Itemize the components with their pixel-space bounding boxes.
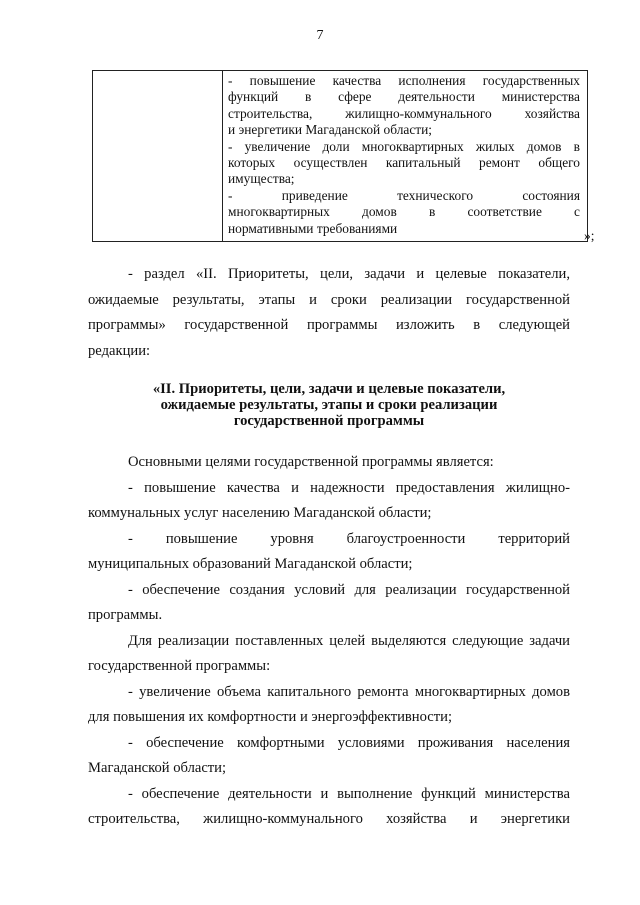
table-line: - повышение качества исполнения государственных	[228, 73, 580, 88]
goal-item: - обеспечение создания условий для реализации государственной	[128, 581, 570, 598]
intro-paragraph	[88, 262, 570, 364]
section-body	[88, 450, 570, 833]
table-line: имущества;	[228, 171, 295, 187]
goal-item: - повышение уровня благоустроенности территорий	[128, 530, 570, 547]
goals-intro: Основными целями государственной программы является:	[128, 454, 494, 470]
heading-line: ожидаемые результаты, этапы и сроки реализации	[160, 397, 498, 413]
tasks-intro: Для реализации поставленных целей выделяются следующие задачи	[128, 632, 570, 649]
heading-line: «II. Приоритеты, цели, задачи и целевые показатели,	[152, 381, 506, 397]
goal-item-cont: коммунальных услуг населению Магаданской области;	[88, 505, 432, 521]
table-line: нормативными требованиями	[228, 220, 398, 236]
table-line: и энергетики Магаданской области;	[228, 122, 433, 138]
task-item-cont: для повышения их комфортности и энергоэффективности;	[88, 709, 452, 725]
task-item: - обеспечение деятельности и выполнение функций министерства	[128, 785, 570, 802]
closing-quote-mark: »;	[584, 228, 595, 243]
intro-line: - раздел «II. Приоритеты, цели, задачи и целевые показатели,	[128, 266, 570, 282]
indicators-table	[92, 70, 588, 242]
task-item-cont: Магаданской области;	[88, 760, 227, 776]
task-item: - увеличение объема капитального ремонта многоквартирных домов	[128, 683, 570, 700]
table-line: которых осуществлен капитальный ремонт общего	[228, 155, 580, 171]
table-right-cell	[228, 73, 580, 237]
table-line: - приведение технического состояния	[228, 187, 580, 203]
tasks-intro-cont: государственной программы:	[88, 658, 271, 674]
goal-item-cont: программы.	[88, 607, 163, 623]
task-item: - обеспечение комфортными условиями проживания населения	[128, 734, 570, 751]
heading-line: государственной программы	[233, 413, 425, 429]
page-number: 7	[316, 28, 324, 43]
table-column-divider	[222, 71, 223, 241]
table-line: строительства, жилищно-коммунального хозяйства	[228, 105, 580, 121]
table-line: - увеличение доли многоквартирных жилых домов в	[228, 138, 580, 154]
intro-line: редакции:	[88, 342, 151, 359]
table-line: многоквартирных домов в соответствие с	[228, 204, 580, 220]
goal-item: - повышение качества и надежности предоставления жилищно-	[128, 479, 570, 496]
table-line: функций в сфере деятельности министерства	[228, 89, 580, 105]
task-item-cont: строительства, жилищно-коммунального хозяйства и энергетики	[88, 811, 570, 827]
intro-line: ожидаемые результаты, этапы и сроки реализации государственной	[88, 291, 570, 308]
section-heading	[88, 381, 570, 429]
goal-item-cont: муниципальных образований Магаданской области;	[88, 556, 413, 572]
intro-line: программы» государственной программы изложить в следующей	[88, 317, 570, 333]
